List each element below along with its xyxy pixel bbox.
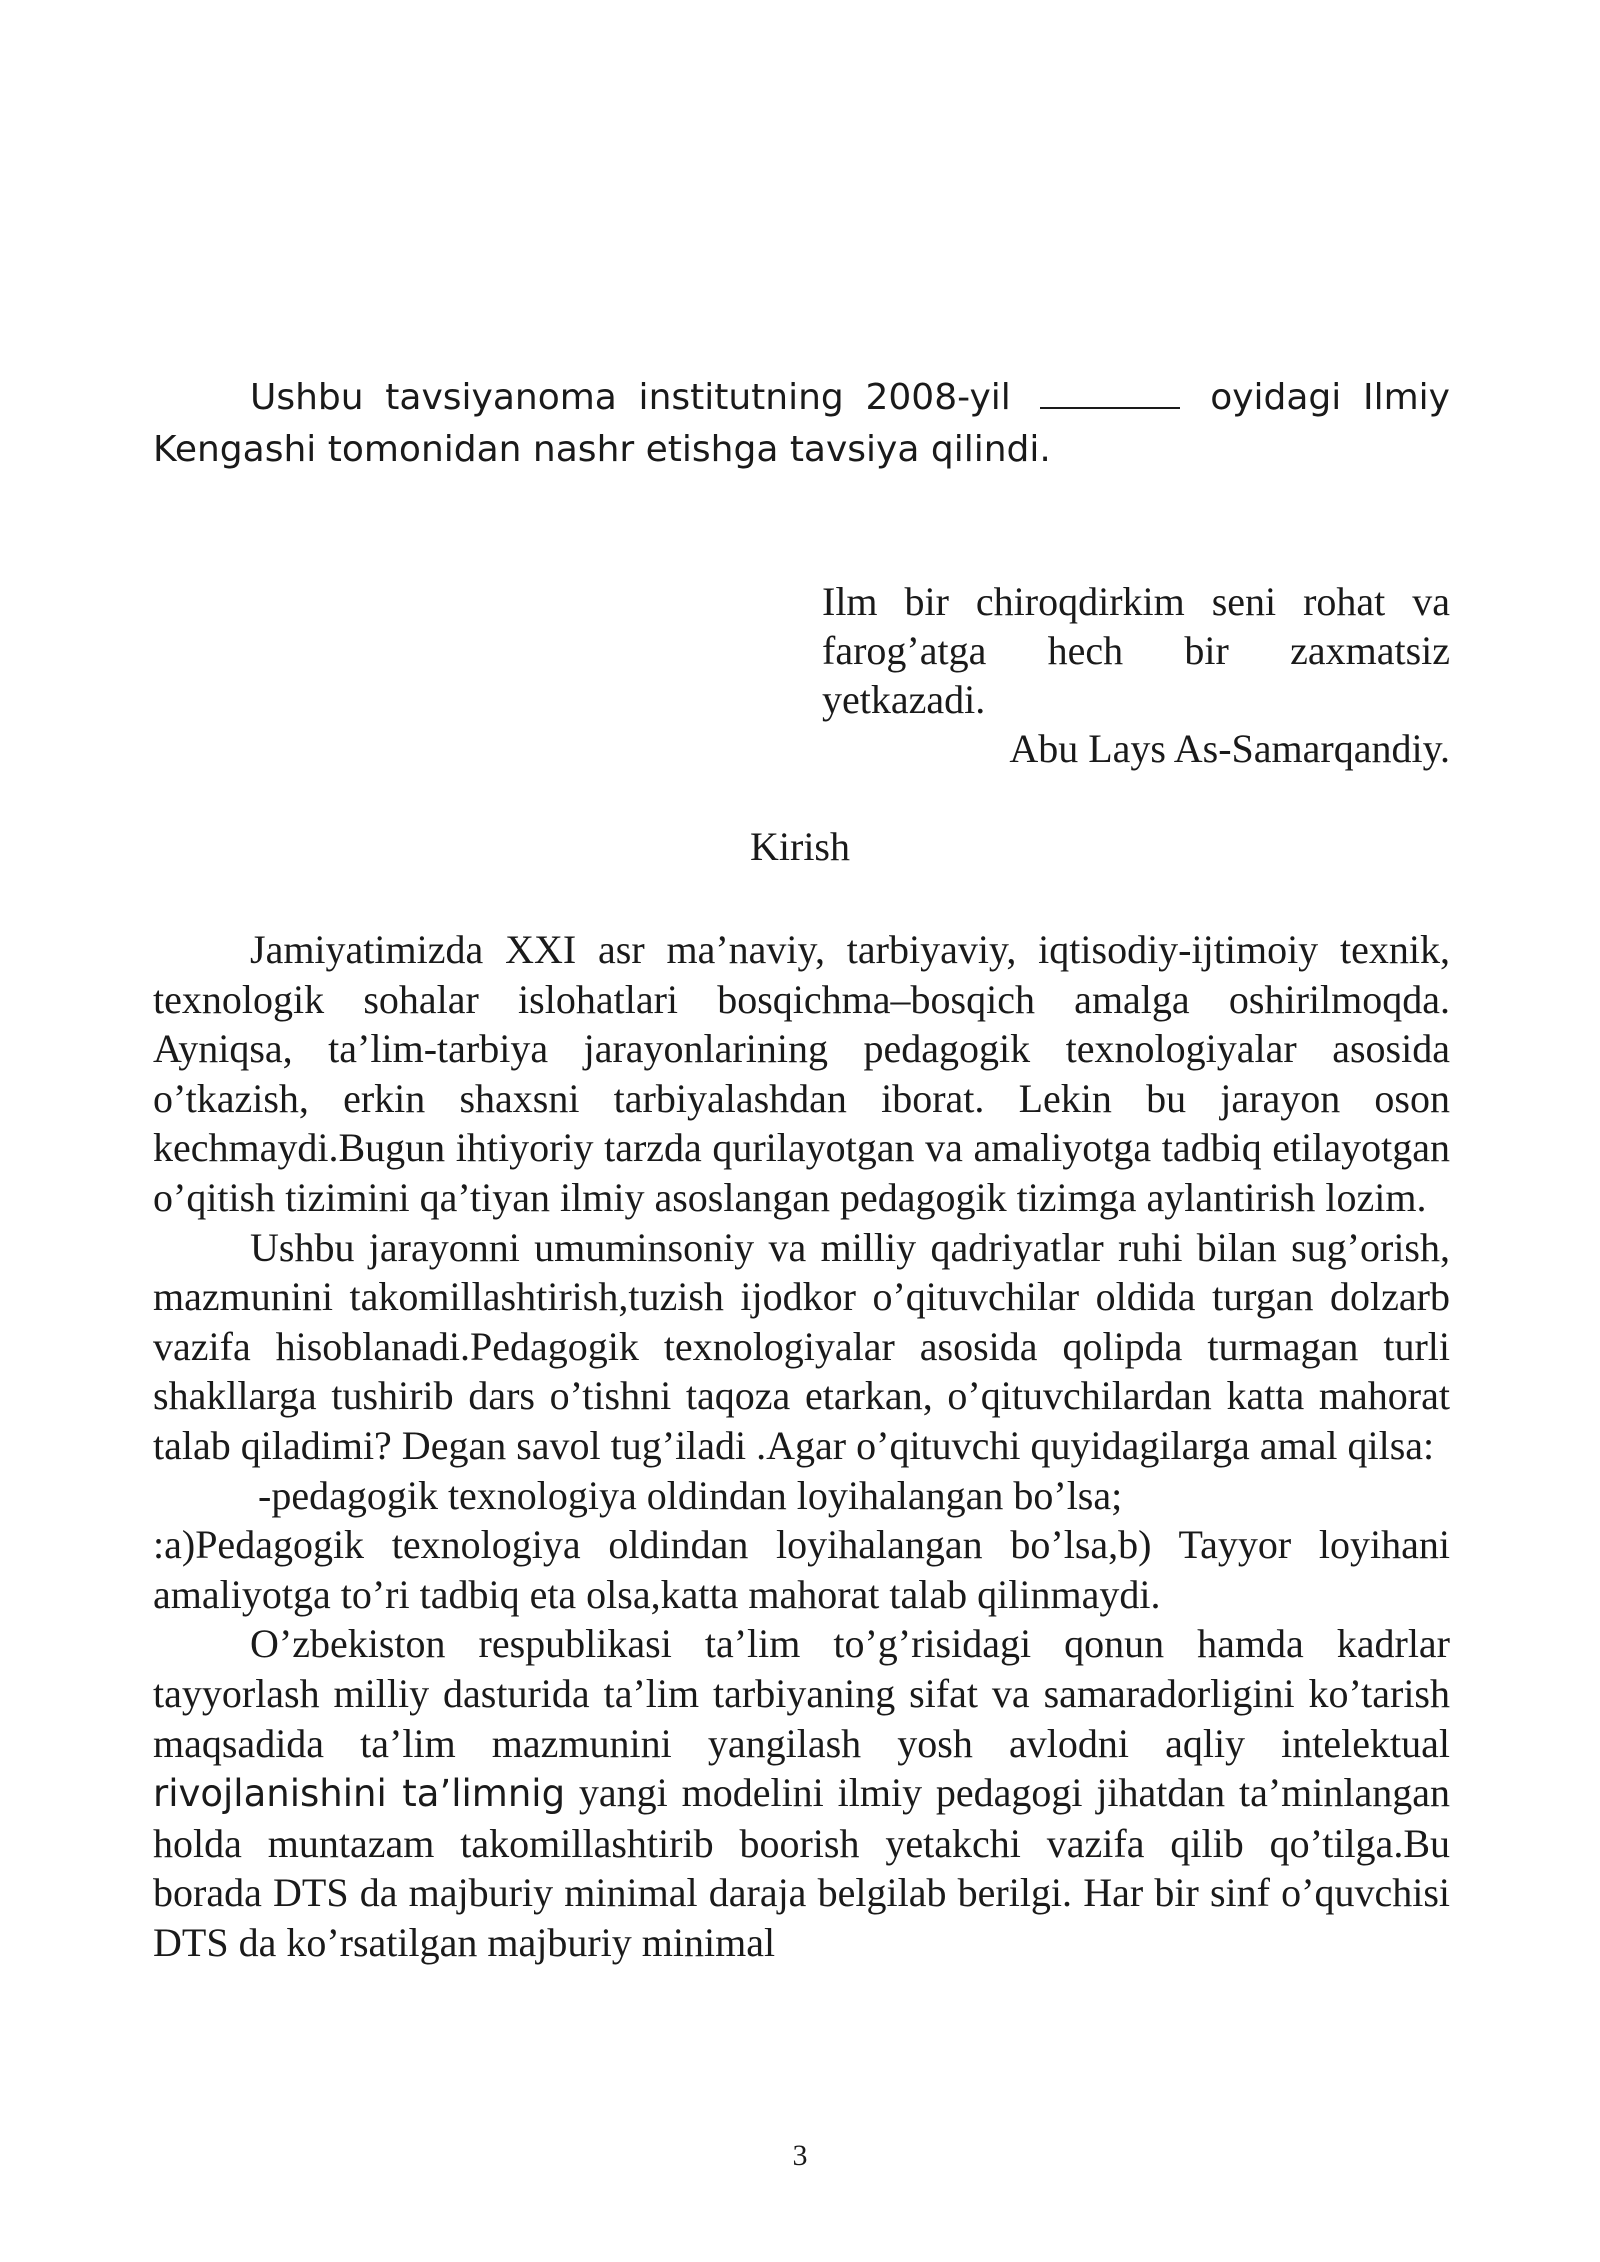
paragraph-5-part-1: O’zbekiston respublikasi ta’lim to’g’risidagi qonun hamda kadrlar tayyorlash milliy dasturida ta’lim tarbiyaning sifat va samaradorligini ko’tarish maqsadida ta’lim mazmunini yangilash yosh avlodni aqliy intelektual xyxy=(153,1621,1450,1766)
epigraph-quote: Ilm bir chiroqdirkim seni rohat va farog’atga hech bir zaxmatsiz yetkazadi. xyxy=(822,579,1450,722)
paragraph-5-part-3: yangi modelini ilmiy pedagogi jihatdan ta’minlangan holda muntazam takomillashtirib boorish yetakchi vazifa qilib qo’tilga.Bu borada DTS da majburiy minimal daraja belgilab berilgi. Har bir sinf o’quvchisi DTS da ko’rsatilgan majburiy minimal xyxy=(153,1770,1451,1965)
recommendation-text-start: Ushbu tavsiyanoma institutning 2008-yil xyxy=(250,377,1011,418)
paragraph-5 xyxy=(153,1619,1450,1967)
paragraph-5-sans-fragment: rivojlanishini ta’limnig xyxy=(153,1772,566,1816)
paragraph-2: Ushbu jarayonni umuminsoniy va milliy qadriyatlar ruhi bilan sug’orish, mazmunini takomillashtirish,tuzish ijodkor o’qituvchilar oldida turgan dolzarb vazifa hisoblanadi.Pedagogik texnologiyalar asosida qolipda turmagan turli shakllarga tushirib dars o’tishni taqoza etarkan, o’qituvchilardan katta mahorat talab qiladimi? Degan savol tug’iladi .Agar o’qituvchi quyidagilarga amal qilsa: xyxy=(153,1224,1450,1468)
list-item: -pedagogik texnologiya oldindan loyihalangan bo’lsa; xyxy=(258,1472,1123,1518)
section-heading: Kirish xyxy=(750,824,850,869)
recommendation-text-end: oyidagi Ilmiy Kengashi tomonidan nashr etishga tavsiya qilindi. xyxy=(153,377,1450,470)
month-blank-line xyxy=(1040,377,1180,409)
paragraph-1: Jamiyatimizda XXI asr ma’naviy, tarbiyaviy, iqtisodiy-ijtimoiy texnik, texnologik sohalar islohatlari bosqichma–bosqich amalga oshirilmoqda. Ayniqsa, ta’lim-tarbiya jarayonlarining pedagogik texnologiyalar asosida o’tkazish, erkin shaxsni tarbiyalashdan iborat. Lekin bu jarayon oson kechmaydi.Bugun ihtiyoriy tarzda qurilayotgan va amaliyotga tadbiq etilayotgan o’qitish tizimini qa’tiyan ilmiy asoslangan pedagogik tizimga aylantirish lozim. xyxy=(153,927,1450,1220)
body-text xyxy=(153,925,1450,1967)
epigraph xyxy=(822,577,1450,773)
page-number: 3 xyxy=(792,2139,808,2172)
epigraph-author: Abu Lays As-Samarqandiy. xyxy=(1009,726,1450,771)
recommendation-note xyxy=(153,372,1450,476)
paragraph-4: :a)Pedagogik texnologiya oldindan loyihalangan bo’lsa,b) Tayyor loyihani amaliyotga to’ri tadbiq eta olsa,katta mahorat talab qilinmaydi. xyxy=(153,1522,1450,1617)
